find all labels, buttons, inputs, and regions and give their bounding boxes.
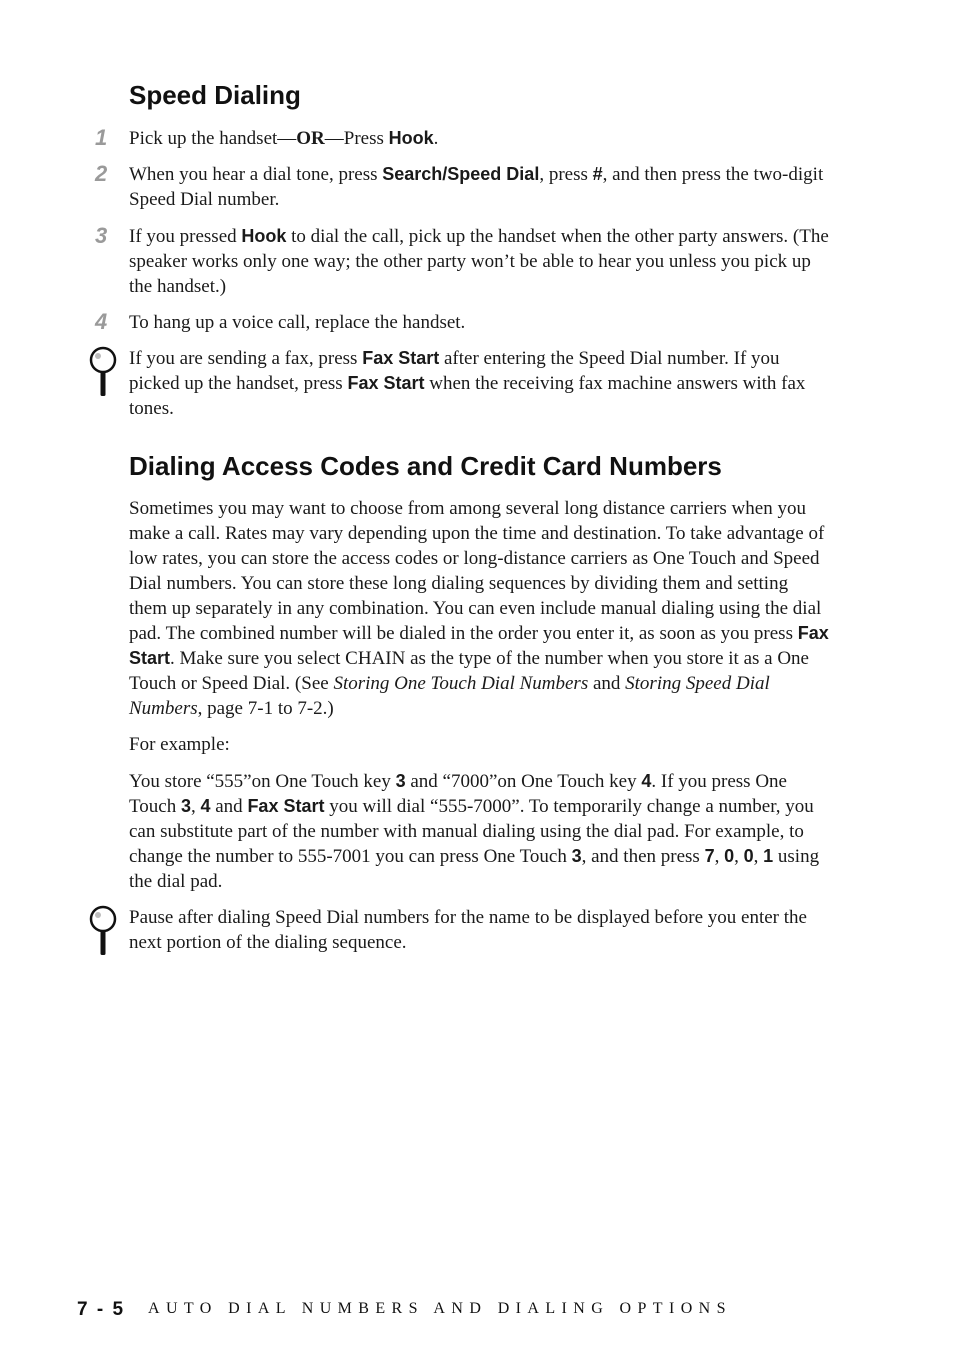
- cross-reference: Storing One Touch Dial Numbers: [333, 673, 589, 694]
- section-heading-access-codes: Dialing Access Codes and Credit Card Numbers: [129, 451, 722, 481]
- step-3-text: If you pressed Hook to dial the call, pick up the handset when the other party answers. (The speaker works only one way; the other party won’t be able to hear you unless you pick up the handset.): [129, 226, 829, 297]
- step-number: 4: [95, 309, 108, 334]
- section-heading-speed-dialing: Speed Dialing: [129, 80, 301, 110]
- key-label: Search/Speed Dial: [382, 164, 540, 184]
- body-paragraph: Sometimes you may want to choose from among several long distance carriers when you make a call. Rates may vary depending upon the time and destination. To take advantage of low rates, you can store the access codes or long-distance carriers as One Touch and Speed Dial numbers. You can store these long dialing sequences by dividing them and setting them up separately in any combination. You can even include manual dialing using the dial pad. The combined number will be dialed in the order you enter it, as soon as you press Fax Start. Make sure you select CHAIN as the type of the number when you store it as a One Touch or Speed Dial. (See Storing One Touch Dial Numbers and Storing Speed Dial Numbers, page 7-1 to 7-2.): [129, 498, 829, 719]
- body-paragraph: You store “555”on One Touch key 3 and “7000”on One Touch key 4. If you press One Touch 3, 4 and Fax Start you will dial “555-7000”. To temporarily change a number, you can substitute part of the number with manual dialing using the dial pad. For example, to change the number to 555-7001 you can press One Touch 3, and then press 7, 0, 0, 1 using the dial pad.: [129, 771, 820, 892]
- chapter-title: AUTO DIAL NUMBERS AND DIALING OPTIONS: [148, 1300, 732, 1317]
- key-label: #: [592, 164, 603, 184]
- note-text: Pause after dialing Speed Dial numbers for the name to be displayed before you enter the next portion of the dialing sequence.: [129, 907, 807, 953]
- key-label: Fax Start: [362, 348, 440, 368]
- body-paragraph: For example:: [129, 734, 230, 755]
- step-number: 2: [95, 161, 108, 186]
- cross-reference: Storing Speed Dial Numbers: [129, 673, 770, 719]
- step-2-text: When you hear a dial tone, press Search/Speed Dial, press #, and then press the two-digit Speed Dial number.: [129, 164, 824, 210]
- step-4-text: To hang up a voice call, replace the handset.: [129, 312, 466, 333]
- step-number: 3: [95, 223, 108, 248]
- key-label: Fax Start: [129, 623, 829, 668]
- page-number: 7 - 5: [77, 1299, 126, 1320]
- note-text: If you are sending a fax, press Fax Start after entering the Speed Dial number. If you picked up the handset, press Fax Start when the receiving fax machine answers with fax tones.: [129, 348, 806, 419]
- note-pin-icon: [88, 346, 118, 398]
- step-number: 1: [95, 125, 108, 150]
- note-pin-icon: [88, 905, 118, 957]
- key-label: Hook: [388, 128, 434, 148]
- key-label: Hook: [241, 226, 287, 246]
- step-1-text: Pick up the handset—OR—Press Hook.: [129, 128, 439, 149]
- key-label: Fax Start: [347, 373, 425, 393]
